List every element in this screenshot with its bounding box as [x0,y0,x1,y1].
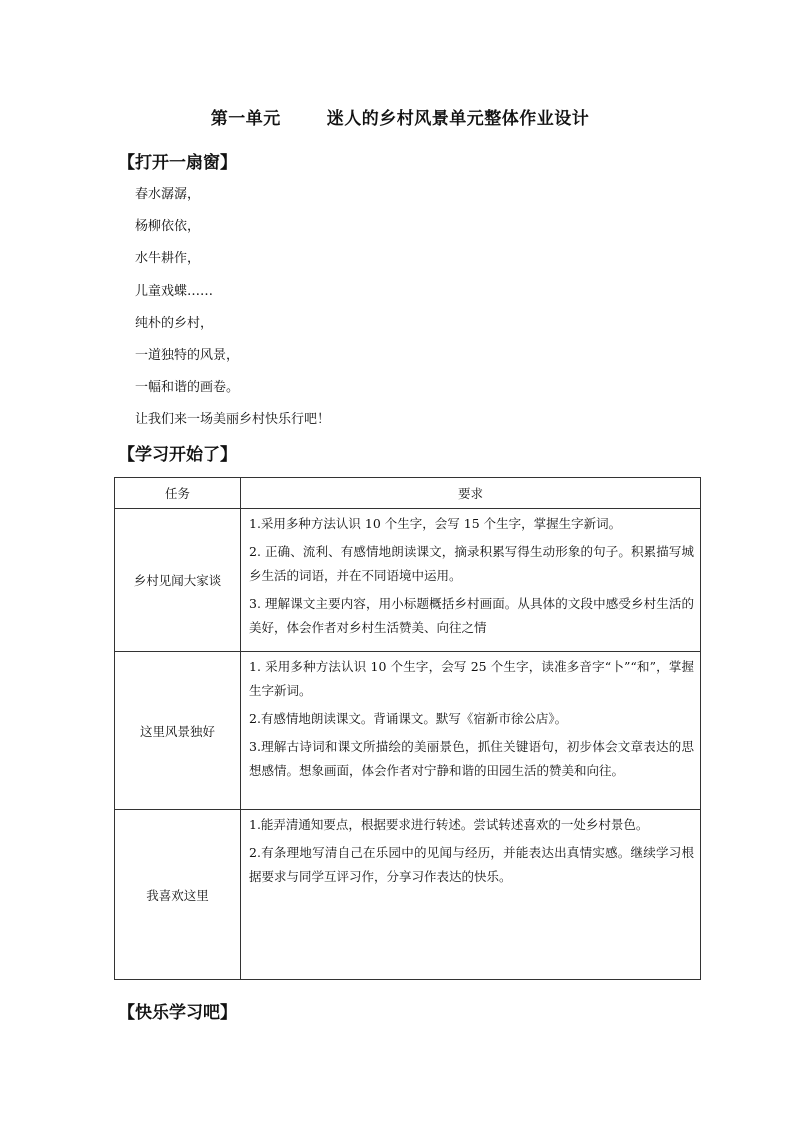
table-row [115,810,701,980]
poem-line: 水牛耕作， [135,251,201,267]
poem-line: 纯朴的乡村， [135,315,214,331]
task-cell: 我喜欢这里 [115,810,241,980]
requirement-item: 1. 采用多种方法认识 10 个生字，会写 25 个生字，读准多音字“卜”“和”，掌握生字新词。 [249,659,694,698]
requirement-item: 3.理解古诗词和课文所描绘的美丽景色，抓住关键语句，初步体会文章表达的思想感情。想象画面，体会作者对宁静和谐的田园生活的赞美和向往。 [249,739,694,778]
poem-line: 春水潺潺， [135,187,201,202]
task-cell: 乡村见闻大家谈 [115,509,241,652]
requirements-cell [241,652,701,810]
poem [135,184,330,442]
requirement-item: 2.有感情地朗读课文。背诵课文。默写《宿新市徐公店》。 [249,711,568,726]
task-requirements-table [114,477,701,980]
requirement-item: 2. 正确、流利、有感情地朗读课文，摘录积累写得生动形象的句子。积累描写城乡生活的词语，并在不同语境中运用。 [249,544,694,583]
poem-line: 儿童戏蝶…… [135,283,214,299]
requirements-cell [241,509,701,652]
column-header-requirements: 要求 [241,478,701,509]
poem-line: 杨柳依依， [135,219,201,235]
task-cell: 这里风景独好 [115,652,241,810]
section-heading-start-learning: 【学习开始了】 [118,445,237,465]
column-header-task: 任务 [115,478,241,509]
table-row [115,652,701,810]
page-title [0,104,800,129]
section-heading-open-window: 【打开一扇窗】 [118,153,237,173]
unit-name: 迷人的乡村风景单元整体作业设计 [326,109,590,129]
requirement-item: 2.有条理地写清自己在乐园中的见闻与经历，并能表达出真情实感。继续学习根据要求与同学互评习作，分享习作表达的快乐。 [249,845,694,884]
table-header-row [115,478,701,509]
requirements-cell [241,810,701,980]
requirement-item: 3. 理解课文主要内容，用小标题概括乡村画面。从具体的文段中感受乡村生活的美好，体会作者对乡村生活赞美、向往之情 [249,596,694,635]
poem-line: 让我们来一场美丽乡村快乐行吧！ [135,412,331,428]
poem-line: 一道独特的风景， [135,347,240,363]
requirement-item: 1.能弄清通知要点，根据要求进行转述。尝试转述喜欢的一处乡村景色。 [249,817,649,832]
unit-label: 第一单元 [210,109,281,129]
poem-line: 一幅和谐的画卷。 [135,380,240,396]
requirement-item: 1.采用多种方法认识 10 个生字，会写 15 个生字，掌握生字新词。 [249,516,622,531]
table-row [115,509,701,652]
section-heading-happy-learning: 【快乐学习吧】 [118,1003,237,1023]
